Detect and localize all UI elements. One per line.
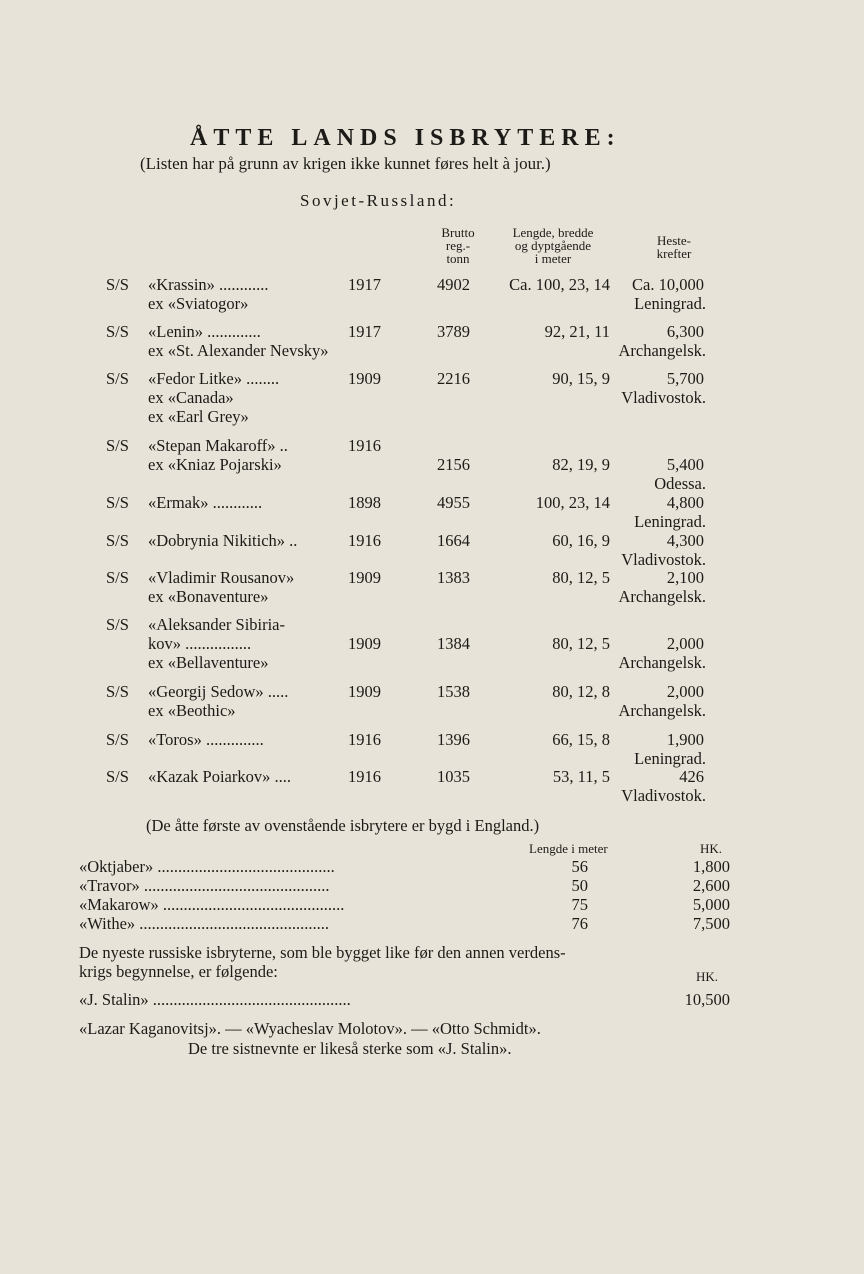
ship-tonnage: 2216 — [437, 369, 470, 388]
ship-name: «Lenin» ............. — [148, 324, 261, 341]
second-list-length: 56 — [571, 857, 588, 876]
ship-horsepower: 5,700 — [666, 369, 704, 388]
ship-horsepower: 5,400 — [666, 455, 704, 474]
ship-home-port: Archangelsk. — [618, 701, 706, 720]
ship-former-name: ex «Sviatogor» — [148, 294, 249, 313]
ship-dimensions: 80, 12, 8 — [552, 682, 610, 701]
ship-dimensions: 92, 21, 11 — [544, 322, 610, 341]
ship-former-name: ex «Kniaz Pojarski» — [148, 455, 282, 474]
ship-name: «Dobrynia Nikitich» .. — [148, 533, 298, 550]
ship-name: «Toros» .............. — [148, 732, 264, 749]
ship-tonnage: 3789 — [437, 322, 470, 341]
second-list-length: 75 — [571, 895, 588, 914]
ship-year: 1909 — [348, 369, 381, 388]
ship-horsepower: 1,900 — [666, 730, 704, 749]
ship-prefix: S/S — [106, 682, 129, 701]
ship-year: 1916 — [348, 730, 381, 749]
ship-prefix: S/S — [106, 730, 129, 749]
ship-former-name: ex «Beothic» — [148, 701, 236, 720]
ship-name: «Ermak» ............ — [148, 495, 263, 512]
ship-horsepower: 4,800 — [666, 493, 704, 512]
header-horsepower: Heste- krefter — [656, 233, 692, 261]
ship-year: 1916 — [348, 767, 381, 786]
ship-dimensions: 66, 15, 8 — [552, 730, 610, 749]
ship-year: 1898 — [348, 493, 381, 512]
ship-home-port: Archangelsk. — [618, 587, 706, 606]
ship-dimensions: Ca. 100, 23, 14 — [509, 275, 610, 294]
country-heading: Sovjet-Russland: — [300, 191, 457, 210]
ship-tonnage: 1538 — [437, 682, 470, 701]
ship-year: 1909 — [348, 634, 381, 653]
ship-tonnage: 1664 — [437, 531, 470, 550]
ship-former-name: ex «St. Alexander Nevsky» — [148, 341, 329, 360]
ship-horsepower: 2,000 — [666, 634, 704, 653]
ship-dimensions: 100, 23, 14 — [535, 493, 610, 512]
ship-horsepower: 6,300 — [666, 322, 704, 341]
header-tonnage: Brutto reg.- tonn — [441, 225, 475, 266]
header-dimensions: Lengde, bredde og dyptgående i meter — [512, 225, 594, 266]
ship-prefix: S/S — [106, 767, 129, 786]
ship-home-port: Vladivostok. — [621, 786, 706, 805]
built-note: (De åtte første av ovenstående isbrytere er bygd i England.) — [146, 816, 540, 835]
ship-home-port: Odessa. — [654, 474, 706, 493]
second-list-name: «Withe» .............................................. — [79, 916, 330, 933]
ship-home-port: Vladivostok. — [621, 550, 706, 569]
ship-prefix: S/S — [106, 493, 129, 512]
second-list-name: «Travor» ............................................. — [79, 878, 330, 895]
ship-home-port: Leningrad. — [634, 749, 706, 768]
final-line1: «Lazar Kaganovitsj». — «Wyacheslav Molotov». — «Otto Schmidt». — [79, 1019, 541, 1038]
ship-dimensions: 60, 16, 9 — [552, 531, 610, 550]
ship-dimensions: 80, 12, 5 — [552, 634, 610, 653]
ship-horsepower: 2,100 — [666, 568, 704, 587]
ship-prefix: S/S — [106, 568, 129, 587]
ship-tonnage: 4955 — [437, 493, 470, 512]
ship-tonnage: 2156 — [437, 455, 470, 474]
second-list-length: 50 — [571, 876, 588, 895]
ship-name-cont: kov» ................ — [148, 636, 252, 653]
ship-year: 1917 — [348, 275, 381, 294]
newest-text-line1: De nyeste russiske isbryterne, som ble bygget like før den annen verdens- — [79, 943, 566, 962]
second-list-name: «Makarow» ............................................ — [79, 897, 345, 914]
stalin-hk: 10,500 — [684, 990, 730, 1009]
ship-dimensions: 82, 19, 9 — [552, 455, 610, 474]
ship-year: 1916 — [348, 531, 381, 550]
subtitle: (Listen har på grunn av krigen ikke kunnet føres helt à jour.) — [140, 154, 551, 173]
ship-home-port: Archangelsk. — [618, 653, 706, 672]
ship-horsepower: Ca. 10,000 — [632, 275, 704, 294]
second-list-name: «Oktjaber» ........................................... — [79, 859, 335, 876]
ship-year: 1909 — [348, 682, 381, 701]
ship-dimensions: 90, 15, 9 — [552, 369, 610, 388]
ship-name: «Fedor Litke» ........ — [148, 371, 280, 388]
page-title: ÅTTE LANDS ISBRYTERE: — [190, 125, 621, 151]
newest-hk-label: HK. — [696, 969, 719, 984]
ship-former-name: ex «Bonaventure» — [148, 587, 269, 606]
ship-home-port: Leningrad. — [634, 294, 706, 313]
ship-horsepower: 2,000 — [666, 682, 704, 701]
ship-tonnage: 4902 — [437, 275, 470, 294]
ship-prefix: S/S — [106, 531, 129, 550]
ship-former-name: ex «Earl Grey» — [148, 407, 249, 426]
ship-former-name: ex «Canada» — [148, 388, 234, 407]
ship-horsepower: 4,300 — [666, 531, 704, 550]
final-line2: De tre sistnevnte er likeså sterke som «J. Stalin». — [188, 1039, 512, 1058]
second-list-hk: 7,500 — [692, 914, 730, 933]
ship-name: «Stepan Makaroff» .. — [148, 438, 288, 455]
ship-year: 1916 — [348, 436, 381, 455]
ship-dimensions: 80, 12, 5 — [552, 568, 610, 587]
ship-tonnage: 1383 — [437, 568, 470, 587]
second-list-hk: 5,000 — [692, 895, 730, 914]
hk-header: HK. — [700, 841, 723, 856]
ship-tonnage: 1035 — [437, 767, 470, 786]
ship-tonnage: 1396 — [437, 730, 470, 749]
ship-home-port: Archangelsk. — [618, 341, 706, 360]
ship-home-port: Leningrad. — [634, 512, 706, 531]
ship-name: «Aleksander Sibiria- — [148, 617, 286, 634]
second-list-hk: 2,600 — [692, 876, 730, 895]
ship-prefix: S/S — [106, 322, 129, 341]
ship-prefix: S/S — [106, 615, 129, 634]
ship-tonnage: 1384 — [437, 634, 470, 653]
second-list-length: 76 — [571, 914, 588, 933]
ship-name: «Kazak Poiarkov» .... — [148, 769, 291, 786]
stalin-name: «J. Stalin» ................................................ — [79, 992, 351, 1009]
ship-dimensions: 53, 11, 5 — [552, 767, 610, 786]
newest-text-line2: krigs begynnelse, er følgende: — [79, 962, 278, 981]
ship-year: 1917 — [348, 322, 381, 341]
ship-former-name: ex «Bellaventure» — [148, 653, 269, 672]
ship-name: «Krassin» ............ — [148, 277, 269, 294]
ship-horsepower: 426 — [679, 767, 704, 786]
second-list-hk: 1,800 — [692, 857, 730, 876]
ship-home-port: Vladivostok. — [621, 388, 706, 407]
ship-prefix: S/S — [106, 369, 129, 388]
ship-name: «Georgij Sedow» ..... — [148, 684, 289, 701]
ship-year: 1909 — [348, 568, 381, 587]
ship-prefix: S/S — [106, 436, 129, 455]
ship-prefix: S/S — [106, 275, 129, 294]
ship-name: «Vladimir Rousanov» — [148, 570, 295, 587]
length-header: Lengde i meter — [529, 841, 608, 856]
